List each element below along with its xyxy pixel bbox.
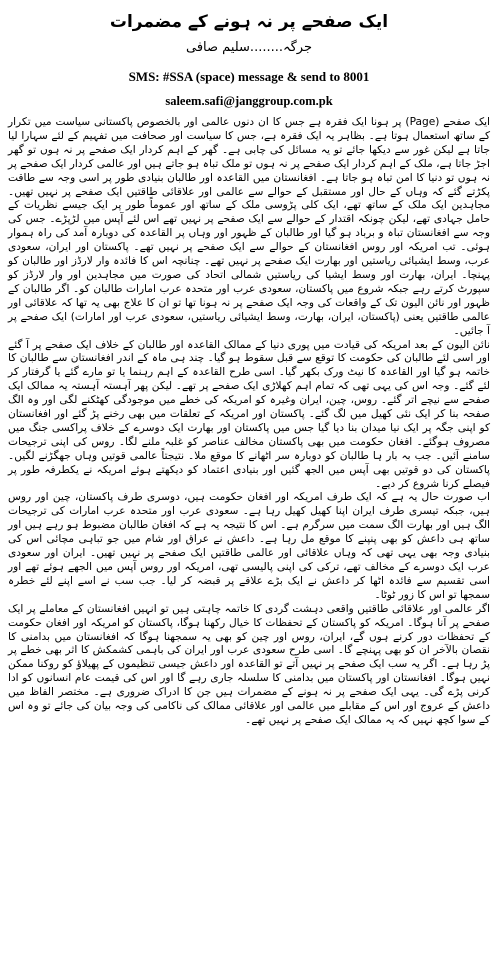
article-body bbox=[8, 116, 490, 728]
article-paragraph: نائن الیون کے بعد امریکہ کی قیادت میں پوری دنیا کے ممالک القاعدہ اور طالبان کے خلاف ایک صفحے پر آ گئے اور اسی لئے طالبان کی حکومت کا توقع سے قبل سقوط ہو گیا۔ چند ہی ماہ کے اندر افغانستان سے طالبان کا خاتمہ ہو گیا اور القاعدہ کا نیٹ ورک بکھر گیا۔ اسی طرح القاعدہ کے اہم رہنما یا تو مارے گئے یا گرفتار کر لئے گئے۔ وجہ اس کی یہی تھی کہ تمام اہم کھلاڑی ایک صفحے پر تھے۔ لیکن پھر آہستہ آہستہ یہ ممالک ایک صفحے سے نیچے اتر گئے۔ روس، چین، ایران وغیرہ کو امریکہ کی خطے میں موجودگی کھٹکنے لگی اور وہ الگ صفحہ بنا کر ایک نئی کھیل میں لگ گئے۔ پاکستان اور امریکہ کے تعلقات میں بھی رخنے پڑ گئے اور افغانستان کو اپنی جگہ پر ایک نیا میدان بنا دیا گیا جس میں پاکستان اور بھارت ایک دوسرے کے خلاف پراکسی جنگ میں مصروف ہوگئے۔ افغان حکومت میں بھی پاکستان مخالف عناصر کو غلبہ ملنے لگا۔ روس کی اپنی ترجیحات سامنے آئیں۔ جب بہ بار ہا طالبان کو دوبارہ سر اٹھانے کا موقع ملا۔ نتیجتاً عالمی قوتیں وہاں جھگڑنے لگیں۔ پاکستان کی دو قوتیں بھی آپس میں الجھ گئیں اور بنیادی اعتماد کو دیکھتے ہوئے امریکہ نے یکطرفہ طور پر فیصلے کرنا شروع کر دیے۔ bbox=[8, 338, 490, 490]
article-paragraph: اب صورت حال یہ ہے کہ ایک طرف امریکہ اور افغان حکومت ہیں، دوسری طرف پاکستان، چین اور روس ہیں، جبکہ تیسری طرف ایران اپنا کھیل کھیل رہا ہے۔ سعودی عرب اور متحدہ عرب امارات کی ترجیحات الگ ہیں اور بھارت الگ سمت میں سرگرم ہے۔ اس کا نتیجہ یہ ہے کہ افغان طالبان مضبوط ہو رہے ہیں اور ساتھ ہی داعش کو بھی پنپنے کا موقع مل رہا ہے۔ داعش نے عراق اور شام میں جو تباہی مچائی اس کی بنیادی وجہ بھی یہی تھی کہ وہاں علاقائی اور عالمی طاقتیں ایک صفحے پر نہیں تھیں۔ ایران اور سعودی عرب ایک دوسرے کے مخالف تھے، ترکی کی اپنی پالیسی تھی، امریکہ اور روس آپس میں الجھے ہوئے تھے اور اسی تقسیم سے فائدہ اٹھا کر داعش نے ایک بڑے علاقے پر قبضہ کر لیا۔ جب سب نے اسے اپنے لئے خطرہ سمجھا تو اس کا زور ٹوٹا۔ bbox=[8, 491, 490, 601]
author-email: saleem.safi@janggroup.com.pk bbox=[165, 94, 333, 108]
article-byline: جرگہ........سلیم صافی bbox=[185, 40, 313, 55]
article-paragraph: ایک صفحے (Page) پر ہونا ایک فقرہ ہے جس کا ان دنوں عالمی اور بالخصوص پاکستانی سیاست میں تکرار کے ساتھ استعمال ہوتا ہے۔ بظاہر یہ ایک فقرہ ہے، جس کا سیاست اور صحافت میں تفہیم کے لئے سہارا لیا جاتا ہے لیکن غور سے دیکھا جائے تو یہ مسائل کی چابی ہے۔ گھر کے اہم کردار ایک صفحے پر نہ ہوں تو گھر اجڑ جاتا ہے، ملک کے اہم کردار ایک صفحے پر نہ ہوں تو ملک تباہ ہو جاتے ہیں اور عالمی کردار ایک صفحے پر نہ ہوں تو دنیا کا امن تباہ ہو جاتا ہے۔ افغانستان میں القاعدہ اور طالبان بنیادی طور پر اسی وجہ سے طاقت پکڑتے گئے کہ وہاں کے حال اور مستقبل کے حوالے سے عالمی اور علاقائی طاقتیں ایک صفحے پر نہیں تھیں۔ مجاہدین ایک ملک کے ساتھ تھے، ایک کلی پڑوسی ملک کے ساتھ اور عموماً طور پر ایک جیسے نظریات کے حامل جہادی تھے، لیکن چونکہ اقتدار کے حوالے سے ایک صفحے پر نہیں تھے اس لئے آپس میں لڑپڑے۔ جس کی وجہ سے افغانستان تباہ و برباد ہو گیا اور طالبان کے ظہور اور وہاں پر القاعدہ کی دوبارہ آمد کی راہ ہموار ہوئی۔ تب امریکہ اور روس افغانستان کے حوالے سے ایک صفحے پر نہیں تھے۔ پاکستان اور ایران، سعودی عرب، وسط ایشیائی ریاستیں اور بھارت ایک صفحے پر نہیں تھے۔ چنانچہ اس کا فائدہ وار لارڈز اور طالبان کو پہنچا۔ ایران، بھارت اور وسط ایشیا کی ریاستیں شمالی اتحاد کی صورت میں مجاہدین اور وار لارڈز کو سپورٹ کرتے رہے جبکہ شروع میں پاکستان، سعودی عرب اور متحدہ عرب امارات طالبان کو۔ اگر طالبان کے ظہور اور نائن الیون تک کے واقعات کی وجہ ایک صفحے پر نہ ہونا تھا تو ان کا علاج بھی یہ تھا کہ علاقائی اور عالمی طاقتیں یعنی (پاکستان، ایران، بھارت، وسط ایشیائی ریاستیں، سعودی عرب اور امارات) ایک صفحے پر آ جائیں۔ bbox=[8, 116, 490, 337]
article-title: ایک صفحے پر نہ ہونے کے مضمرات bbox=[109, 12, 389, 32]
sms-instruction: SMS: #SSA (space) message & send to 8001 bbox=[128, 69, 370, 84]
article-paragraph: اگر عالمی اور علاقائی طاقتیں واقعی دہشت گردی کا خاتمہ چاہتی ہیں تو انہیں افغانستان کے معاملے پر ایک صفحے پر آنا ہوگا۔ امریکہ کو پاکستان کے تحفظات کا خیال رکھنا ہوگا، پاکستان کو امریکہ اور افغان حکومت کے تحفظات دور کرنے ہوں گے، ایران، روس اور چین کو بھی یہ سمجھنا ہوگا کہ افغانستان میں بدامنی کا نقصان بالآخر ان کو بھی پہنچے گا۔ اسی طرح سعودی عرب اور ایران کی باہمی کشمکش کا اثر بھی خطے پر پڑ رہا ہے۔ اگر یہ سب ایک صفحے پر نہیں آتے تو القاعدہ اور داعش جیسی تنظیموں کے پھیلاؤ کو روکنا ممکن نہیں ہوگا۔ افغانستان اور پاکستان میں بدامنی کا سلسلہ جاری رہے گا اور اس کی قیمت عام انسانوں کو ادا کرنی پڑے گی۔ یہی ایک صفحے پر نہ ہونے کے مضمرات ہیں جن کا ادراک ضروری ہے۔ مختصر الفاظ میں داعش کے عروج اور اس کے مقابلے میں عالمی اور علاقائی ممالک کی ناکامی کی وجہ بیان کی جائے تو وہ اس کے سوا کچھ نہیں کہ یہ ممالک ایک صفحے پر نہیں تھے۔ bbox=[8, 602, 490, 726]
